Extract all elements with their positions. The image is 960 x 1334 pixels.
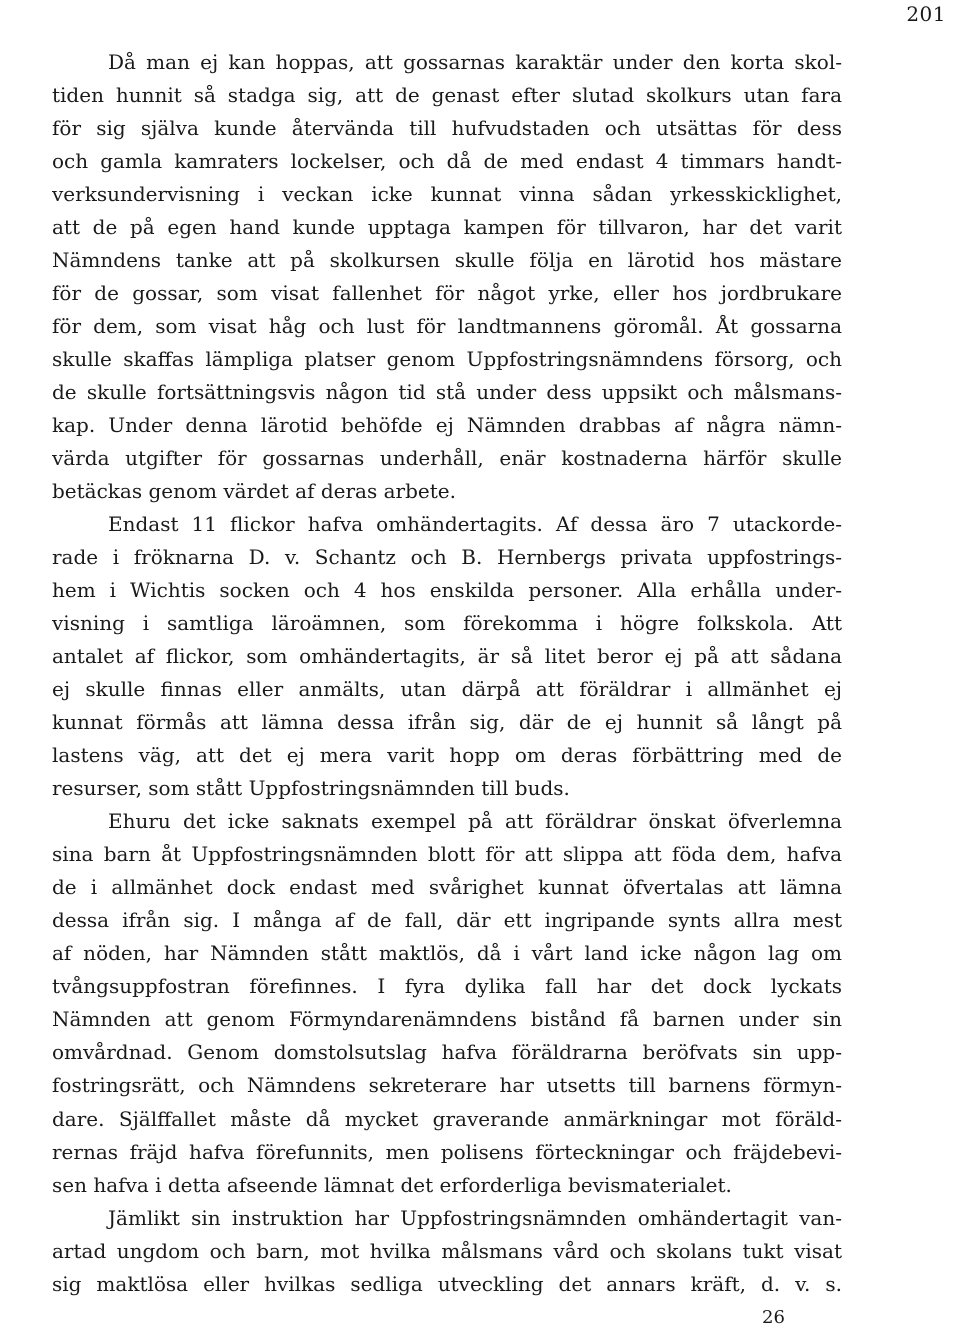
page-number: 201 xyxy=(906,2,946,26)
text-line: af nöden, har Nämnden stått maktlös, då i vårt land icke någon lag om xyxy=(52,941,842,966)
text-line: tiden hunnit så stadga sig, att de genast efter slutad skolkurs utan fara xyxy=(52,83,842,108)
text-line: för sig själva kunde återvända till hufvudstaden och utsättas för dess xyxy=(52,116,842,141)
text-line: Nämndens tanke att på skolkursen skulle följa en lärotid hos mästare xyxy=(52,248,842,273)
text-line: Endast 11 flickor hafva omhändertagits. Af dessa äro 7 utackorde- xyxy=(108,512,842,537)
text-line: tvångsuppfostran förefinnes. I fyra dylika fall har det dock lyckats xyxy=(52,974,842,999)
text-line: sen hafva i detta afseende lämnat det erforderliga bevismaterialet. xyxy=(52,1172,732,1197)
text-line: fostringsrätt, och Nämndens sekreterare har utsetts till barnens förmyn- xyxy=(52,1073,842,1098)
text-line: ej skulle finnas eller anmälts, utan därpå att föräldrar i allmänhet ej xyxy=(52,677,842,702)
text-line: hem i Wichtis socken och 4 hos enskilda personer. Alla erhålla under- xyxy=(52,578,842,603)
text-line: betäckas genom värdet af deras arbete. xyxy=(52,479,456,504)
text-line: rade i fröknarna D. v. Schantz och B. Hernbergs privata uppfostrings- xyxy=(52,545,842,570)
text-line: och gamla kamraters lockelser, och då de med endast 4 timmars handt- xyxy=(52,149,842,174)
text-line: artad ungdom och barn, mot hvilka målsmans vård och skolans tukt visat xyxy=(52,1238,842,1263)
text-line: de i allmänhet dock endast med svårighet kunnat öfvertalas att lämna xyxy=(52,875,842,900)
text-line: omvårdnad. Genom domstolsutslag hafva föräldrarna beröfvats sin upp- xyxy=(52,1040,842,1065)
text-line: Jämlikt sin instruktion har Uppfostringsnämnden omhändertagit van- xyxy=(108,1205,842,1230)
text-line: att de på egen hand kunde upptaga kampen för tillvaron, har det varit xyxy=(52,215,842,240)
text-line: visning i samtliga läroämnen, som förekomma i högre folkskola. Att xyxy=(52,611,842,636)
text-line: dare. Själffallet måste då mycket graverande anmärkningar mot föräld- xyxy=(52,1106,842,1131)
text-line: lastens väg, att det ej mera varit hopp om deras förbättring med de xyxy=(52,743,842,768)
text-line: kap. Under denna lärotid behöfde ej Nämnden drabbas af några nämn- xyxy=(52,413,842,438)
text-line: sina barn åt Uppfostringsnämnden blott för att slippa att föda dem, hafva xyxy=(52,842,842,867)
text-line: resurser, som stått Uppfostringsnämnden till buds. xyxy=(52,776,570,801)
text-line: de skulle fortsättningsvis någon tid stå under dess uppsikt och målsmans- xyxy=(52,380,842,405)
paragraph xyxy=(52,805,842,1201)
text-line: Då man ej kan hoppas, att gossarnas karaktär under den korta skol- xyxy=(108,50,842,74)
body-text xyxy=(52,46,842,1301)
text-line: sig maktlösa eller hvilkas sedliga utveckling det annars kräft, d. v. s. xyxy=(52,1271,842,1296)
paragraph xyxy=(52,508,842,805)
text-line: rernas fräjd hafva förefunnits, men polisens förteckningar och fräjdebevi- xyxy=(52,1139,842,1164)
paragraph xyxy=(52,1202,842,1301)
paragraph xyxy=(52,46,842,508)
text-line: skulle skaffas lämpliga platser genom Uppfostringsnämndens försorg, och xyxy=(52,347,842,372)
text-line: kunnat förmås att lämna dessa ifrån sig, där de ej hunnit så långt på xyxy=(52,710,842,735)
text-line: för dem, som visat håg och lust för landtmannens göromål. Åt gossarna xyxy=(52,314,842,339)
text-line: antalet af flickor, som omhändertagits, är så litet beror ej på att sådana xyxy=(52,644,842,669)
text-line: dessa ifrån sig. I många af de fall, där ett ingripande synts allra mest xyxy=(52,908,842,933)
text-line: värda utgifter för gossarnas underhåll, enär kostnaderna härför skulle xyxy=(52,446,842,471)
signature-mark: 26 xyxy=(762,1307,785,1328)
text-line: Ehuru det icke saknats exempel på att föräldrar önskat öfverlemna xyxy=(108,809,842,834)
text-line: Nämnden att genom Förmyndarenämndens bistånd få barnen under sin xyxy=(52,1007,842,1032)
text-line: verksundervisning i veckan icke kunnat vinna sådan yrkesskicklighet, xyxy=(52,182,842,207)
text-line: för de gossar, som visat fallenhet för något yrke, eller hos jordbrukare xyxy=(52,281,842,306)
